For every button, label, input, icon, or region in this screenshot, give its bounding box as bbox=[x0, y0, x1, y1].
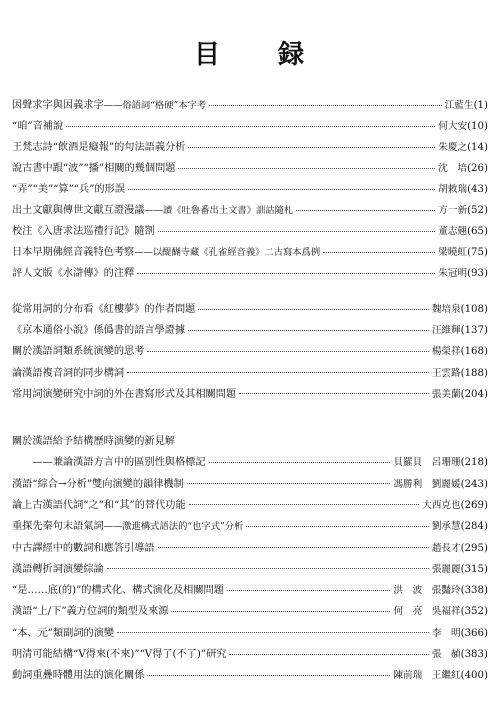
toc-entry bbox=[12, 602, 488, 620]
dot-leader bbox=[209, 105, 442, 106]
toc-entry bbox=[12, 539, 488, 557]
entry-author: 張麗麗 bbox=[431, 563, 461, 575]
entry-page: (366) bbox=[460, 627, 488, 639]
toc-entry bbox=[12, 517, 488, 535]
dot-leader bbox=[229, 654, 428, 655]
entry-page: (10) bbox=[467, 121, 488, 132]
entry-author: 陳前瑞 王繼紅 bbox=[393, 670, 461, 682]
entry-subtitle: ——讀《吐魯番出土文書》訓詁隨札 bbox=[144, 205, 294, 216]
entry-title: “本、元”類副詞的演變 bbox=[12, 627, 115, 639]
toc-entry bbox=[12, 453, 488, 471]
entry-title: ——兼論漢語方言中的區别性與格標記 bbox=[12, 457, 206, 469]
toc-entry bbox=[12, 159, 488, 177]
toc-entry bbox=[12, 96, 488, 114]
entry-title: 中古譯經中的數詞和應答引導語 bbox=[12, 542, 155, 554]
toc-entry bbox=[12, 645, 488, 663]
entry-author: 汪維輝 bbox=[431, 325, 461, 337]
entry-subtitle: ——以醍醐寺藏《孔雀經音義》二古寫本爲例 bbox=[134, 247, 321, 258]
toc-entry bbox=[12, 560, 488, 578]
entry-author: 趙長才 bbox=[431, 542, 461, 554]
toc-entry bbox=[12, 222, 488, 240]
dot-leader bbox=[323, 252, 435, 253]
entry-page: (188) bbox=[460, 367, 488, 379]
entry-title: 動詞重疊時體用法的演化關係 bbox=[12, 670, 145, 682]
entry-author: 朱慶之 bbox=[438, 142, 468, 153]
entry-title: 論上古漢語代詞“之”和“其”的替代功能 bbox=[12, 499, 186, 511]
dot-leader bbox=[158, 231, 436, 232]
toc-entry bbox=[12, 342, 488, 360]
entry-page: (204) bbox=[460, 388, 488, 400]
entry-page: (168) bbox=[460, 346, 488, 358]
entry-author: 張美蘭 bbox=[431, 388, 461, 400]
entry-author: 胡敕瑞 bbox=[438, 184, 468, 195]
dot-leader bbox=[147, 351, 428, 352]
dot-leader bbox=[239, 393, 429, 394]
entry-title: 因聲求字與因義求字 bbox=[12, 100, 104, 111]
toc-entry bbox=[12, 300, 488, 318]
entry-author: 劉承慧 bbox=[431, 521, 461, 533]
toc-entry bbox=[12, 475, 488, 493]
entry-author: 洪 波 張豔玲 bbox=[393, 585, 461, 597]
toc-entry bbox=[12, 666, 488, 684]
entry-author: 張 赬 bbox=[431, 649, 461, 660]
entry-title: 《京本通俗小說》係僞書的語言學證據 bbox=[12, 325, 186, 337]
entry-page: (1) bbox=[473, 100, 488, 111]
entry-page: (338) bbox=[460, 585, 488, 597]
entry-author: 馮勝利 劉麗媛 bbox=[393, 478, 461, 490]
toc-entry bbox=[12, 581, 488, 599]
dot-leader bbox=[188, 147, 435, 148]
entry-author: 魏培泉 bbox=[431, 304, 461, 315]
dot-leader bbox=[198, 309, 428, 310]
entry-page: (218) bbox=[460, 457, 488, 469]
entry-title: 明清可能結構“V得來(不來)”“V得了(不了)”研究 bbox=[12, 649, 227, 660]
entry-title: 出土文獻與傳世文獻互證漫議 bbox=[12, 205, 145, 216]
entry-author: 李 明 bbox=[431, 627, 461, 639]
entry-author: 大西克也 bbox=[422, 499, 461, 511]
entry-title: 漢語轉折詞演變綜論 bbox=[12, 563, 104, 575]
entry-page: (52) bbox=[467, 205, 488, 216]
entry-page: (26) bbox=[467, 163, 488, 174]
entry-author: 沈 培 bbox=[438, 163, 468, 174]
page-title: 目 録 bbox=[193, 40, 306, 70]
entry-title: 說古書中跟“波”“播”相關的幾個問題 bbox=[12, 163, 176, 174]
entry-page: (400) bbox=[460, 670, 488, 682]
dot-leader bbox=[147, 675, 390, 676]
entry-title: 關於漢語詞類系統演變的思考 bbox=[12, 346, 145, 358]
entry-page: (43) bbox=[467, 184, 488, 195]
dot-leader bbox=[127, 372, 429, 373]
toc-entry bbox=[12, 496, 488, 514]
toc-entry bbox=[12, 624, 488, 642]
entry-author: 王雲路 bbox=[431, 367, 461, 379]
entry-title: 論漢語複音詞的同步構詞 bbox=[12, 367, 125, 379]
entry-page: (108) bbox=[460, 304, 488, 315]
entry-title: 漢語“綜合→分析”雙向演變的韻律機制 bbox=[12, 478, 184, 490]
dot-leader bbox=[178, 168, 435, 169]
toc-entry bbox=[12, 321, 488, 339]
toc-entry bbox=[12, 138, 488, 156]
entry-page: (352) bbox=[460, 606, 488, 618]
entry-author: 貝羅貝 呂珊珊 bbox=[393, 457, 461, 469]
entry-page: (65) bbox=[467, 226, 488, 237]
dot-leader bbox=[117, 632, 429, 633]
dot-leader bbox=[158, 547, 429, 548]
entry-page: (295) bbox=[460, 542, 488, 554]
dot-leader bbox=[137, 273, 435, 274]
toc-entry bbox=[12, 385, 488, 403]
entry-author: 梁曉虹 bbox=[438, 247, 468, 258]
entry-title: “咱”音補說 bbox=[12, 121, 64, 132]
dot-leader bbox=[171, 611, 390, 612]
dot-leader bbox=[209, 462, 391, 463]
toc-entry bbox=[12, 201, 488, 219]
entry-subtitle: ——激進構式語法的“也字式”分析 bbox=[103, 521, 244, 533]
entry-author: 何 亮 吳福祥 bbox=[393, 606, 461, 618]
dot-leader bbox=[296, 210, 435, 211]
toc-entry bbox=[12, 432, 488, 450]
entry-title: 校注《入唐求法巡禮行記》隨劄 bbox=[12, 226, 155, 237]
entry-page: (75) bbox=[467, 247, 488, 258]
toc-entry bbox=[12, 264, 488, 282]
dot-leader bbox=[246, 526, 428, 527]
toc-entry bbox=[12, 117, 488, 135]
entry-title: 從常用詞的分布看《紅樓夢》的作者問題 bbox=[12, 304, 196, 315]
dot-leader bbox=[128, 189, 435, 190]
entry-page: (284) bbox=[460, 521, 488, 533]
entry-author: 董志翹 bbox=[438, 226, 468, 237]
toc-entry bbox=[12, 364, 488, 382]
entry-title: 評人文版《水滸傳》的注釋 bbox=[12, 268, 135, 279]
toc-entry bbox=[12, 243, 488, 261]
toc-entry bbox=[12, 180, 488, 198]
entry-title: 王梵志詩“飲酒是癡報”的句法語義分析 bbox=[12, 142, 186, 153]
entry-title: 漢語“上/下”義方位詞的類型及來源 bbox=[12, 606, 169, 618]
entry-author: 江藍生 bbox=[444, 100, 474, 111]
dot-leader bbox=[187, 483, 391, 484]
dot-leader bbox=[189, 504, 420, 505]
dot-leader bbox=[227, 590, 391, 591]
entry-title: 常用詞演變研究中詞的外在書寫形式及其相關問題 bbox=[12, 388, 237, 400]
entry-page: (14) bbox=[467, 142, 488, 153]
entry-title: 日本早期佛經音義特色考察 bbox=[12, 247, 135, 258]
dot-leader bbox=[107, 568, 429, 569]
entry-author: 朱冠明 bbox=[438, 268, 468, 279]
entry-page: (137) bbox=[460, 325, 488, 337]
entry-author: 何大安 bbox=[438, 121, 468, 132]
entry-page: (269) bbox=[460, 499, 488, 511]
entry-title: 重探先秦句末語氣詞 bbox=[12, 521, 104, 533]
dot-leader bbox=[188, 330, 429, 331]
entry-page: (383) bbox=[460, 649, 488, 660]
entry-title: “弄”“美”“算”“兵”的形誤 bbox=[12, 184, 125, 195]
dot-leader bbox=[66, 126, 435, 127]
entry-page: (315) bbox=[460, 563, 488, 575]
entry-title: “是……底(的)”的構式化、構式演化及相關問題 bbox=[12, 585, 224, 597]
entry-author: 楊榮祥 bbox=[431, 346, 461, 358]
entry-title: 關於漢語給予結構歷時演變的新見解 bbox=[12, 436, 175, 447]
entry-page: (243) bbox=[460, 478, 488, 490]
entry-author: 方一新 bbox=[438, 205, 468, 216]
entry-subtitle: ——俗語詞“格硬”本字考 bbox=[103, 100, 207, 111]
entry-page: (93) bbox=[467, 268, 488, 279]
